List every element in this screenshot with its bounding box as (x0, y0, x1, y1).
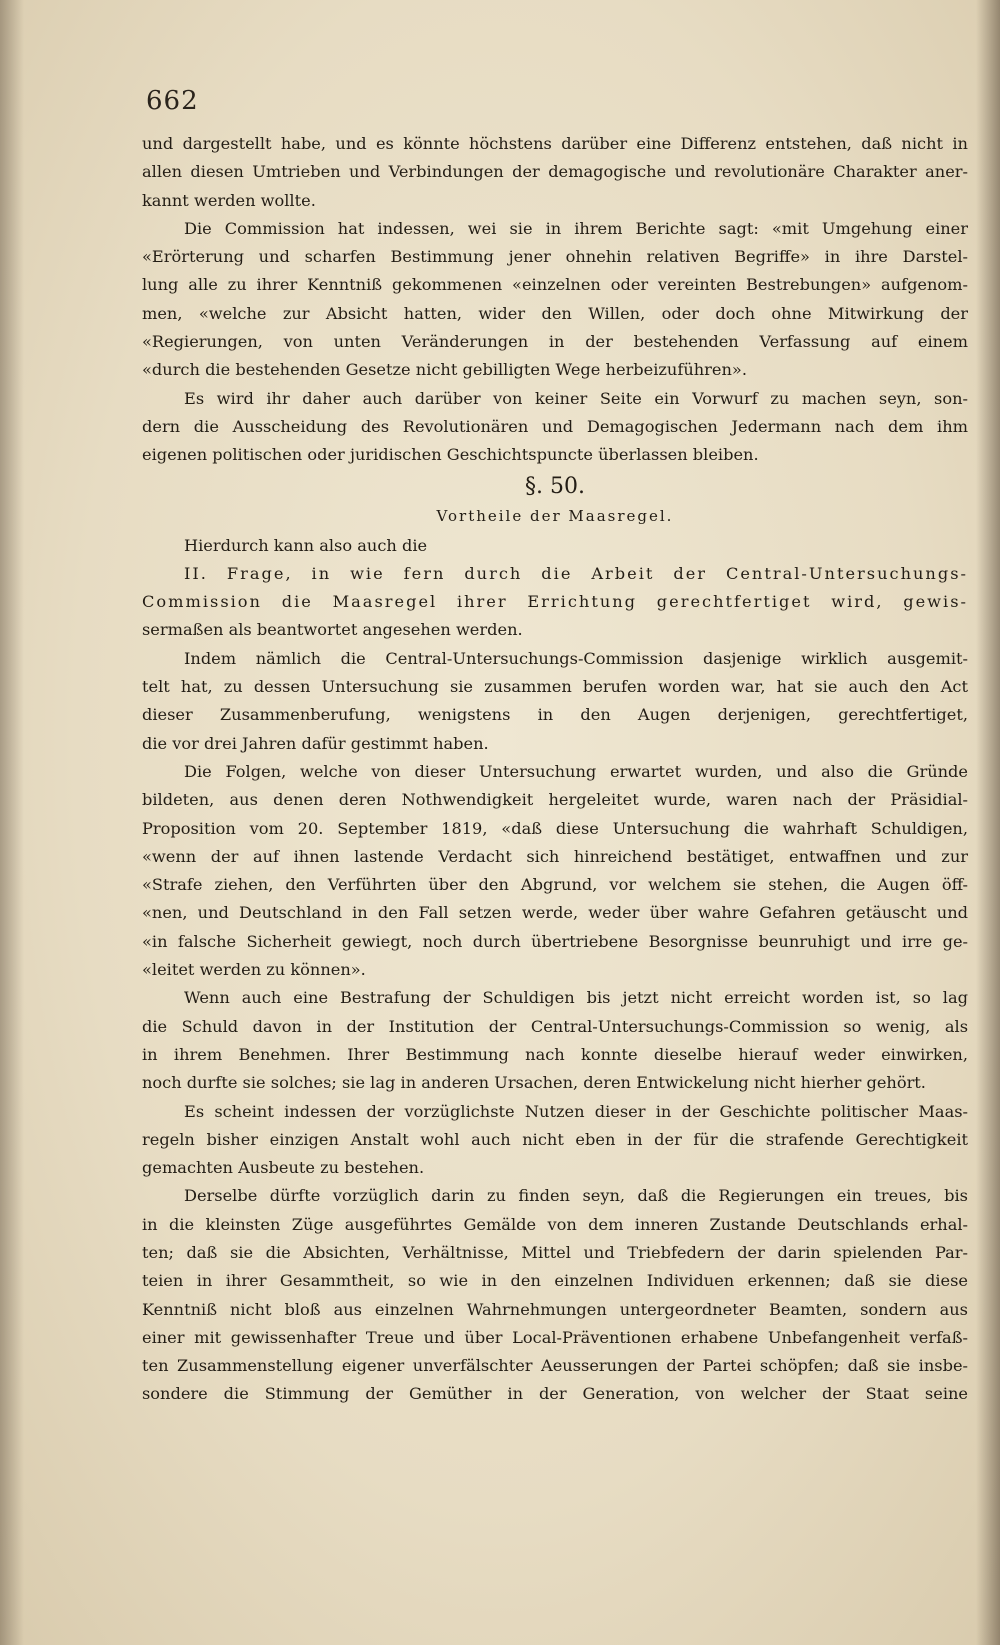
text-line: Wenn auch eine Bestrafung der Schuldigen bis jetzt nicht erreicht worden ist, so lag (184, 988, 968, 1008)
text-line: eigenen politischen oder juridischen Geschichtspuncte überlassen bleiben. (142, 445, 759, 465)
text-line: dieser Zusammenberufung, wenigstens in den Augen derjenigen, gerechtfertiget, (142, 705, 968, 725)
text-line: kannt werden wollte. (142, 190, 316, 210)
text-line: gemachten Ausbeute zu bestehen. (142, 1158, 425, 1178)
text-line: «nen, und Deutschland in den Fall setzen werde, weder über wahre Gefahren getäuscht und (142, 903, 968, 923)
text-line: und dargestellt habe, und es könnte höchstens darüber eine Differenz entstehen, daß nicht in (142, 134, 968, 153)
text-line: Derselbe dürfte vorzüglich darin zu finden seyn, daß die Regierungen ein treues, bis (184, 1186, 968, 1206)
text-line: in die kleinsten Züge ausgeführtes Gemälde von dem inneren Zustande Deutschlands erhal- (142, 1214, 968, 1234)
text-line: Commission die Maasregel ihrer Errichtung gerechtfertiget wird, gewis- (142, 592, 968, 612)
text-line: telt hat, zu dessen Untersuchung sie zusammen berufen worden war, hat sie auch den Act (142, 677, 968, 697)
text-line: «Strafe ziehen, den Verführten über den Abgrund, vor welchem sie stehen, die Augen öff- (142, 875, 968, 895)
text-line: II. Frage, in wie fern durch die Arbeit der Central-Untersuchungs- (184, 563, 968, 583)
text-line: teien in ihrer Gesammtheit, so wie in den einzelnen Individuen erkennen; daß sie diese (142, 1271, 968, 1291)
text-line: die Schuld davon in der Institution der Central-Untersuchungs-Commission so wenig, als (142, 1016, 968, 1036)
text-line: ten; daß sie die Absichten, Verhältnisse, Mittel und Triebfedern der darin spielenden Par- (142, 1242, 968, 1262)
body-text (142, 130, 968, 1409)
text-line: Es wird ihr daher auch darüber von keiner Seite ein Vorwurf zu machen seyn, son- (184, 388, 968, 408)
text-line: «Erörterung und scharfen Bestimmung jener ohnehin relativen Begriffe» in ihre Darstel- (142, 247, 968, 267)
section-title: Vortheile der Maasregel. (436, 506, 674, 525)
page-right-edge-shadow (976, 0, 1000, 1645)
text-line: Kenntniß nicht bloß aus einzelnen Wahrnehmungen untergeordneter Beamten, sondern aus (142, 1299, 968, 1319)
text-line: die vor drei Jahren dafür gestimmt haben. (142, 733, 489, 753)
text-line: ten Zusammenstellung eigener unverfälschter Aeusserungen der Partei schöpfen; daß sie insbe- (142, 1356, 968, 1376)
text-line: sondere die Stimmung der Gemüther in der Generation, von welcher der Staat seine (142, 1384, 968, 1404)
text-line: bildeten, aus denen deren Nothwendigkeit hergeleitet wurde, waren nach der Präsidial- (142, 790, 968, 810)
text-line: sermaßen als beantwortet angesehen werden. (142, 620, 523, 640)
text-line: Proposition vom 20. September 1819, «daß diese Untersuchung die wahrhaft Schuldigen, (142, 818, 968, 838)
text-line: Indem nämlich die Central-Untersuchungs-Commission dasjenige wirklich ausgemit- (184, 648, 968, 668)
text-line: regeln bisher einzigen Anstalt wohl auch nicht eben in der für die strafende Gerechtigkeit (142, 1129, 968, 1149)
text-line: noch durfte sie solches; sie lag in anderen Ursachen, deren Entwickelung nicht hierher gehört. (142, 1073, 926, 1093)
text-line: «leitet werden zu können». (142, 960, 366, 980)
text-line: «in falsche Sicherheit gewiegt, noch durch übertriebene Besorgnisse beunruhigt und irre ge- (142, 931, 968, 951)
text-line: allen diesen Umtrieben und Verbindungen der demagogische und revolutionäre Charakter aner- (142, 162, 968, 182)
page-number: 662 (146, 86, 199, 116)
text-line: Hierdurch kann also auch die (184, 535, 428, 555)
text-line: «durch die bestehenden Gesetze nicht gebilligten Wege herbeizuführen». (142, 360, 747, 380)
text-line: dern die Ausscheidung des Revolutionären und Demagogischen Jedermann nach dem ihm (142, 416, 968, 436)
text-line: «wenn der auf ihnen lastende Verdacht sich hinreichend bestätiget, entwaffnen und zur (142, 846, 968, 866)
section-number: §. 50. (525, 473, 585, 499)
page-left-edge-shadow (0, 0, 24, 1645)
text-line: in ihrem Benehmen. Ihrer Bestimmung nach konnte dieselbe hierauf weder einwirken, (142, 1044, 968, 1064)
text-line: lung alle zu ihrer Kenntniß gekommenen «einzelnen oder vereinten Bestrebungen» aufgenom- (142, 275, 968, 295)
text-line: Es scheint indessen der vorzüglichste Nutzen dieser in der Geschichte politischer Maas- (184, 1101, 968, 1121)
text-line: Die Commission hat indessen, wei sie in ihrem Berichte sagt: «mit Umgehung einer (184, 218, 968, 238)
text-line: men, «welche zur Absicht hatten, wider den Willen, oder doch ohne Mitwirkung der (142, 303, 968, 323)
text-line: einer mit gewissenhafter Treue und über Local-Präventionen erhabene Unbefangenheit verfaß- (142, 1327, 968, 1347)
text-line: Die Folgen, welche von dieser Untersuchung erwartet wurden, und also die Gründe (184, 761, 968, 781)
text-line: «Regierungen, von unten Veränderungen in der bestehenden Verfassung auf einem (142, 332, 968, 352)
